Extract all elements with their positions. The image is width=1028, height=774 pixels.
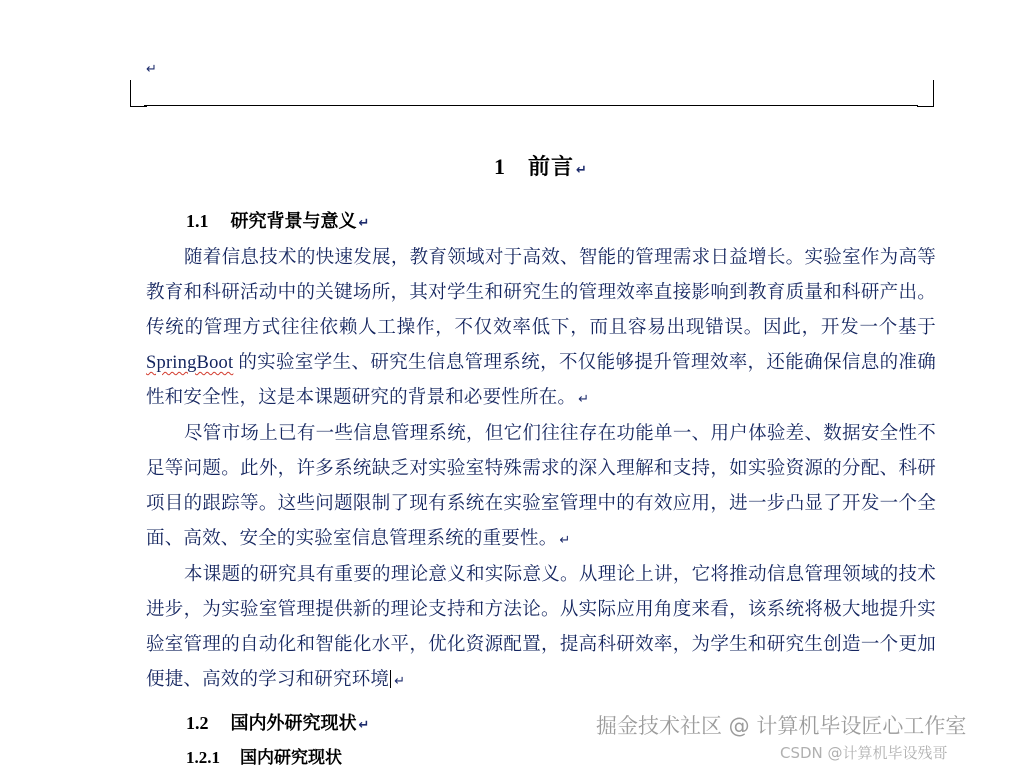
paragraph-text-before-error: 随着信息技术的快速发展，教育领域对于高效、智能的管理需求日益增长。实验室作为高等教育和科研活动中的关键场所，其对学生和研究生的管理效率直接影响到教育质量和科研产出。传统的管理方式往往依赖人工操作，不仅效率低下，而且容易出现错误。因此，开发一个基于 [146, 248, 936, 338]
paragraph-text: 尽管市场上已有一些信息管理系统，但它们往往存在功能单一、用户体验差、数据安全性不足等问题。此外，许多系统缺乏对实验室特殊需求的深入理解和支持，如实验资源的分配、科研项目的跟踪等。这些问题限制了现有系统在实验室管理中的有效应用，进一步凸显了开发一个全面、高效、安全的实验室信息管理系统的重要性。 [146, 424, 936, 549]
watermark-secondary: CSDN @计算机毕设残哥 [780, 744, 948, 762]
paragraph-text-after-error: 的实验室学生、研究生信息管理系统，不仅能够提升管理效率，还能确保信息的准确性和安全性，这是本课题研究的背景和必要性所在。 [146, 353, 936, 408]
paragraph-mark-icon: ↵ [394, 674, 406, 689]
paragraph-mark-icon: ↵ [578, 392, 590, 407]
paragraph-market-gap [146, 417, 936, 558]
heading-1-2-text: 国内外研究现状 [230, 713, 357, 733]
heading-1-1-number: 1.1 [186, 211, 209, 231]
text-cursor [390, 670, 391, 688]
heading-1-1-text: 研究背景与意义 [230, 211, 357, 231]
heading-1-2-1-text: 国内研究现状 [240, 748, 342, 767]
watermark-primary: 掘金技术社区 @ 计算机毕设匠心工作室 [596, 714, 967, 738]
page-title [146, 150, 936, 181]
document-content [146, 130, 936, 774]
paragraph-background [146, 241, 936, 417]
margin-rule-top [144, 105, 918, 106]
heading-1-1 [146, 207, 936, 233]
heading-1-2-number: 1.2 [186, 713, 209, 733]
paragraph-mark-top: ↵ [146, 62, 157, 77]
margin-corner-top-left [130, 80, 147, 107]
margin-corner-top-right [917, 80, 934, 107]
paragraph-significance [146, 558, 936, 699]
page-title-number: 1 [494, 154, 507, 179]
spelling-error-word: SpringBoot [146, 353, 234, 373]
paragraph-mark-icon: ↵ [358, 718, 370, 733]
page-title-text: 前言 [528, 154, 575, 179]
paragraph-mark-icon: ↵ [559, 533, 571, 548]
heading-1-2-1-number: 1.2.1 [186, 748, 220, 767]
paragraph-mark-icon: ↵ [576, 163, 588, 178]
paragraph-text: 本课题的研究具有重要的理论意义和实际意义。从理论上讲，它将推动信息管理领域的技术进步，为实验室管理提供新的理论支持和方法论。从实际应用角度来看，该系统将极大地提升实验室管理的自动化和智能化水平，优化资源配置，提高科研效率，为学生和研究生创造一个更加便捷、高效的学习和研究环境 [146, 565, 936, 690]
paragraph-mark-icon: ↵ [358, 216, 370, 231]
